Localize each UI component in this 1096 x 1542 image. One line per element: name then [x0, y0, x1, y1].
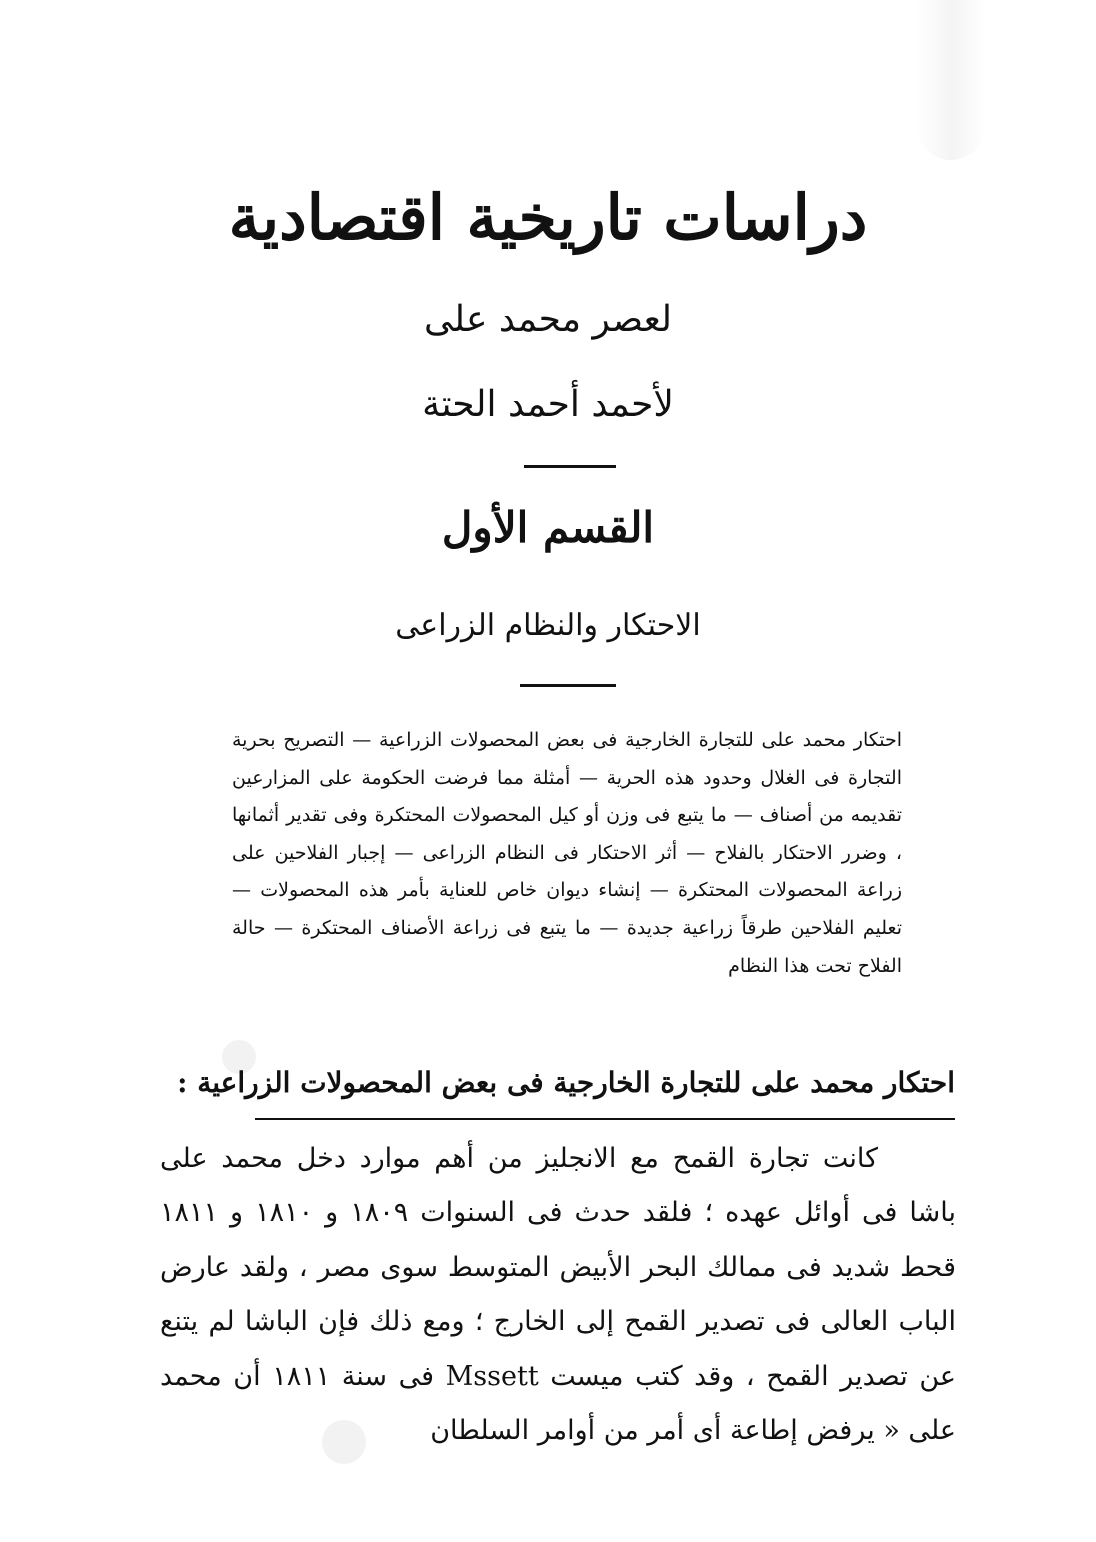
section-subheading: الاحتكار والنظام الزراعى — [395, 608, 701, 643]
divider — [520, 684, 616, 687]
book-author: لأحمد أحمد الحتة — [422, 384, 674, 425]
body-paragraph — [160, 1132, 956, 1458]
section-heading: القسم الأول — [441, 503, 655, 552]
chapter-summary: احتكار محمد على للتجارة الخارجية فى بعض المحصولات الزراعية — التصريح بحرية التجارة فى الغلال وحدود هذه الحرية — أمثلة مما فرضت الحكومة على المزارعين تقديمه من أصناف — ما يتبع فى وزن أو كيل المحصولات المحتكرة وفى تقدير أثمانها ، وضرر الاحتكار بالفلاح — أثر الاحتكار فى النظام الزراعى — إجبار الفلاحين على زراعة المحصولات المحتكرة — إنشاء ديوان خاص للعناية بأمر هذه المحصولات — تعليم الفلاحين طرقاً زراعية جديدة — ما يتبع فى زراعة الأصناف المحتكرة — حالة الفلاح تحت هذا النظام — [232, 729, 902, 977]
body-text-part1: كانت تجارة القمح مع الانجليز من أهم موارد دخل محمد على باشا فى أوائل عهده ؛ فلقد حدث فى السنوات ١٨٠٩ و ١٨١٠ و ١٨١١ قحط شديد فى ممالك البحر الأبيض المتوسط سوى مصر ، ولقد عارض الباب العالى فى تصدير القمح إلى الخارج ؛ ومع ذلك فإن الباشا لم يتنع عن تصدير القمح ، وقد كتب ميست — [160, 1143, 956, 1392]
body-text-part2: فى سنة ١٨١١ أن محمد على « يرفض إطاعة أى أمر من أوامر السلطان — [160, 1360, 956, 1447]
book-subtitle: لعصر محمد على — [424, 299, 672, 340]
scan-shadow — [916, 0, 986, 160]
latin-name: Mssett — [445, 1360, 539, 1392]
divider — [524, 465, 616, 468]
subsection-underline — [255, 1118, 955, 1120]
subsection-heading: احتكار محمد على للتجارة الخارجية فى بعض المحصولات الزراعية : — [177, 1066, 955, 1099]
book-title: دراسات تاريخية اقتصادية — [228, 181, 868, 254]
